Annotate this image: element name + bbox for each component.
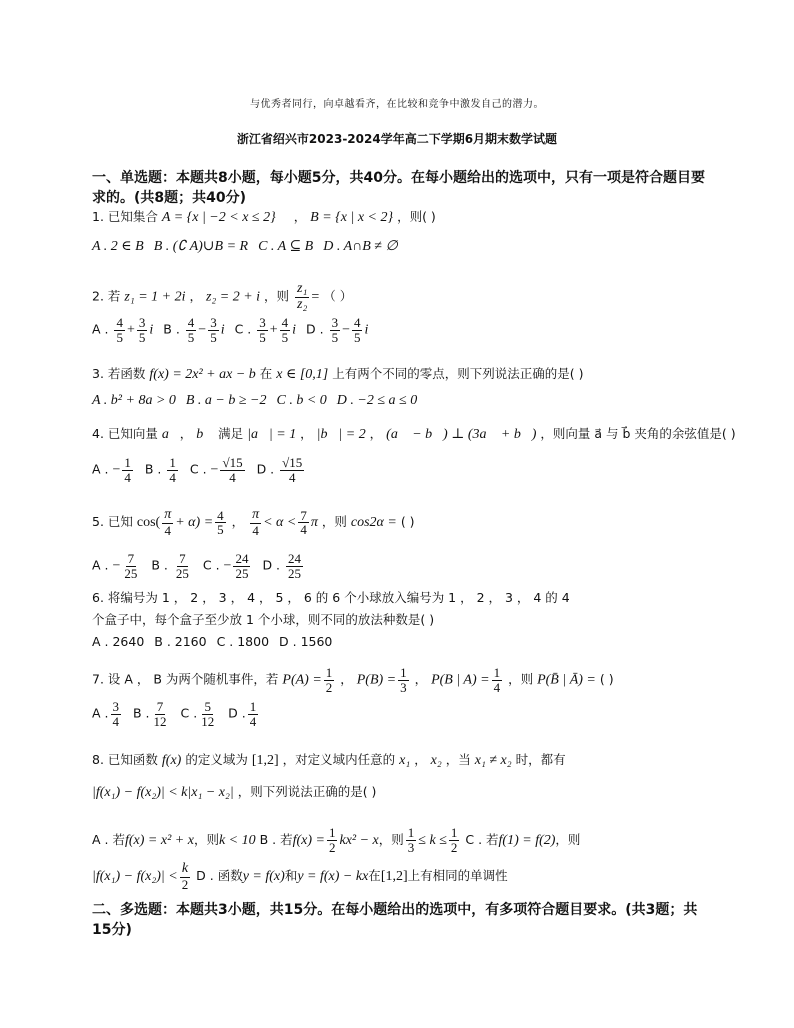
q5-option-a: A . − $\frac{7}{25}$ — [92, 551, 138, 581]
q5-option-b: B . $\frac{7}{25}$ — [151, 551, 189, 581]
q6-option-a: A . 2640 — [92, 634, 145, 649]
q1-option-d: D . A∩B ≠ ∅ — [323, 239, 398, 254]
question-8: 8. 已知函数 f(x) 的定义域为 [1,2] ，对定义域内任意的 x₁ ， x₂ ，当 x₁ ≠ x₂ 时，都有 — [92, 752, 566, 768]
q7-ask: P(B̄ | Ā) = — [537, 672, 596, 688]
q4-cond-3: (a⃗ − b⃗) ⊥ (3a⃗ + b⃗) — [386, 427, 537, 442]
q4-option-a: A . − $\frac{1}{4}$ — [92, 455, 131, 485]
q7-option-c: C . $\frac{5}{12}$ — [180, 699, 215, 729]
question-6-line-1: 6. 将编号为 1 ， 2 ， 3 ， 4 ， 5 ， 6 的 6 个小球放入编号为 1 ， 2 ， 3 ， 4 的 4 — [92, 590, 570, 605]
q3-function: f(x) = 2x² + ax − b — [149, 367, 256, 382]
q5-option-d: D . $\frac{24}{25}$ — [262, 551, 301, 581]
question-5: 5. 已知 cos( $\frac{\pi}{4}$ + α) = $\frac{4}{5}$ ， $\frac{\pi}{4}$ < α < $\frac{7}{4}$ π ，则 cos2α = ( ) — [92, 507, 415, 538]
q2-option-c: C . $\frac{3}{5}$ + $\frac{4}{5}$ i — [234, 315, 297, 345]
question-5-options — [92, 552, 712, 580]
question-3-options — [92, 392, 712, 411]
q3-option-c: C . b < 0 — [276, 393, 327, 408]
q3-option-d: D . −2 ≤ a ≤ 0 — [336, 393, 418, 408]
q5-ask: cos2α = — [350, 515, 397, 531]
question-3: 3. 若函数 f(x) = 2x² + ax − b 在 x ∈ [0,1] 上有两个不同的零点，则下列说法正确的是( ) — [92, 366, 584, 382]
q2-z1: z₁ = 1 + 2i — [124, 289, 186, 305]
q1-option-a: A . 2 ∈ B — [92, 239, 144, 254]
q2-then: ，则 — [264, 288, 290, 304]
q3-option-b: B . a − b ≥ −2 — [185, 393, 267, 408]
q8-option-b: B . 若f(x) = $\frac{1}{2}$ kx² − x，则 $\frac{1}{3}$ ≤ k ≤ $\frac{1}{2}$ — [259, 825, 458, 855]
q2-prefix: 2. 若 — [92, 288, 121, 304]
q1-prefix: 1. 已知集合 — [92, 209, 158, 224]
q6-option-d: D . 1560 — [279, 634, 333, 649]
page-title: 浙江省绍兴市2023-2024学年高二下学期6月期末数学试题 — [236, 132, 558, 146]
question-7: 7. 设 A ， B 为两个随机事件，若 P(A) = $\frac{1}{2}$ ， P(B) = $\frac{1}{3}$ ， P(B | A) = $\frac{1}{4}$ ，则 P(B̄ | Ā) = ( ) — [92, 665, 614, 695]
q6-option-c: C . 1800 — [216, 634, 270, 649]
q2-ratio-fraction: $\frac{\text{z₁}}{\text{z₂}}$ — [297, 281, 308, 312]
q5-option-c: C . − $\frac{24}{25}$ — [202, 551, 249, 581]
q4-option-d: D . $\frac{√15}{4}$ — [256, 455, 303, 485]
q1-suffix: ，则( ) — [397, 209, 436, 224]
q8-option-c-start: C . 若f(1) = f(2)，则 — [465, 831, 581, 848]
q8-option-a: A . 若f(x) = x² + x，则k < 10 — [92, 831, 256, 848]
question-7-options — [92, 700, 712, 728]
question-2: 2. 若 z₁ = 1 + 2i ， z₂ = 2 + i ，则 $\frac{\text{z₁}}{\text{z₂}}$ = （ ） — [92, 281, 353, 312]
question-2-options — [92, 316, 712, 344]
q2-option-d: D . $\frac{3}{5}$ − $\frac{4}{5}$ i — [306, 315, 369, 345]
q1-option-c: C . A ⊆ B — [258, 239, 314, 254]
q1-set-b: B = {x | x < 2} — [310, 210, 394, 225]
question-8-options-line-1 — [92, 826, 712, 854]
q4-cond-1: |a⃗| = 1 — [247, 427, 297, 442]
question-1: 1. 已知集合 A = {x | −2 < x ≤ 2} ， B = {x | x < 2} ，则( ) — [92, 209, 436, 225]
q2-suffix: （ ） — [323, 288, 353, 304]
q3-option-a: A . b² + 8a > 0 — [92, 393, 176, 408]
question-4: 4. 已知向量 a⃗， b⃗ 满足 |a⃗| = 1 ， |b⃗| = 2 ， (a⃗ − b⃗) ⊥ (3a⃗ + b⃗) ，则向量 a⃗ 与 b⃗ 夹角的余弦值是( ) — [92, 426, 736, 442]
q8-option-d: D . 函数y = f(x)和y = f(x) − kx在[1,2]上有相同的单调性 — [196, 868, 508, 885]
question-8-options-line-2 — [92, 862, 712, 891]
q1-set-a: A = {x | −2 < x ≤ 2} — [161, 210, 276, 225]
question-8-line-2: |f(x₁) − f(x₂)| < k|x₁ − x₂| ，则下列说法正确的是( ) — [92, 784, 377, 800]
question-6-options — [92, 634, 712, 651]
question-1-options — [92, 238, 712, 257]
q8-inequality: |f(x₁) − f(x₂)| < k|x₁ − x₂| — [92, 785, 234, 800]
q1-option-b: B . (∁ A)∪B = R — [153, 239, 249, 254]
q4-cond-2: |b⃗| = 2 — [316, 427, 366, 442]
q4-option-b: B . $\frac{1}{4}$ — [144, 455, 176, 485]
q7-option-b: B . $\frac{7}{12}$ — [132, 699, 167, 729]
q2-option-a: A . $\frac{4}{5}$ + $\frac{3}{5}$ i — [92, 315, 154, 345]
question-6-line-2: 个盒子中，每个盒子至少放 1 个小球，则不同的放法种数是( ) — [92, 612, 435, 627]
q2-option-b: B . $\frac{4}{5}$ − $\frac{3}{5}$ i — [163, 315, 225, 345]
q2-z2: z₂ = 2 + i — [205, 289, 261, 305]
q7-option-d: D . $\frac{1}{4}$ — [228, 699, 257, 729]
q4-option-c: C . − $\frac{√15}{4}$ — [189, 455, 243, 485]
q8-option-c-result: |f(x₁) − f(x₂)| < $\frac{k}{2}$ — [92, 861, 189, 892]
motto-text: 与优秀者同行，向卓越看齐，在比较和竞争中激发自己的潜力。 — [250, 99, 544, 110]
section-1-heading: 一、单选题：本题共8小题，每小题5分，共40分。在每小题给出的选项中，只有一项是符合题目要求的。(共8题；共40分) — [92, 170, 705, 207]
section-2-heading: 二、多选题：本题共3小题，共15分。在每小题给出的选项中，有多项符合题目要求。(共3题；共15分) — [92, 902, 698, 939]
question-4-options — [92, 456, 712, 484]
q3-domain: x ∈ [0,1] — [276, 367, 329, 382]
q6-option-b: B . 2160 — [154, 634, 207, 649]
q7-option-a: A . $\frac{3}{4}$ — [92, 699, 119, 729]
